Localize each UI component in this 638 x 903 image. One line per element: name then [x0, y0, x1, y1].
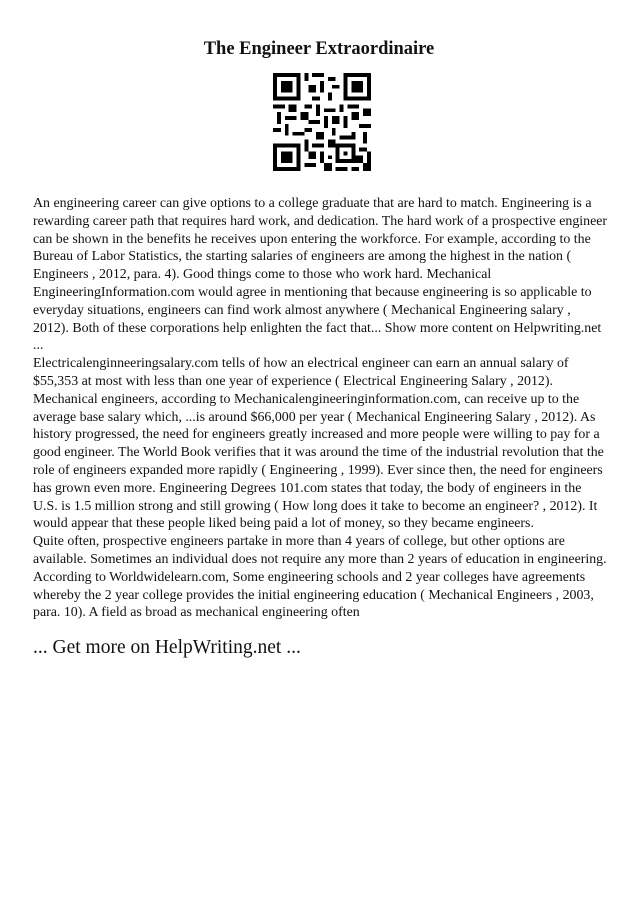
- paragraph-2: Electricalenginneeringsalary.com tells of how an electrical engineer can earn an annual salary of $55,353 at most with less than one year of experience ( Electrical Engineering Salary , 2012). Mechanical engineers, according to Mechanicalengineeringinformation.com, can receive up to the average base salary which, ...is around $66,000 per year ( Mechanical Engineering Salary , 2012). As history progressed, the need for engineers greatly increased and more people were willing to pay for a good engineer. The World Book verifies that it was around the time of the industrial revolution that the role of engineers expanded more rapidly ( Engineering , 1999). Ever since then, the need for engineers has grown even more. Engineering Degrees 101.com states that today, the body of engineers in the U.S. is 1.5 million strong and still growing ( How long does it take to become an engineer? , 2012). It would appear that these people liked being paid a lot of money, so they became engineers.: [33, 356, 604, 532]
- qr-code-icon: [273, 73, 371, 171]
- article-body: [33, 195, 609, 622]
- paragraph-3: Quite often, prospective engineers partake in more than 4 years of college, but other options are available. Sometimes an individual does not require any more than 2 years of education in engineering. According to Worldwidelearn.com, Some engineering schools and 2 year colleges have agreements whereby the 2 year college provides the initial engineering education ( Mechanical Engineers , 2003, para. 10). A field as broad as mechanical engineering often: [33, 534, 607, 621]
- document-title: The Engineer Extraordinaire: [203, 39, 435, 59]
- paragraph-1: An engineering career can give options to a college graduate that are hard to match. Engineering is a rewarding career path that requires hard work, and dedication. The hard work of a prospective engineer can be shown in the benefits he receives upon entering the workforce. For example, according to the Bureau of Labor Statistics, the starting salaries of engineers are among the highest in the nation ( Engineers , 2012, para. 4). Good things come to those who work hard. Mechanical EngineeringInformation.com would agree in mentioning that because engineering is so applicable to everyday situations, engineers can find work almost anywhere ( Mechanical Engineering salary , 2012). Both of these corporations help enlighten the fact that... Show more content on Helpwriting.net ...: [33, 196, 608, 354]
- get-more-link[interactable]: ... Get more on HelpWriting.net ...: [33, 637, 301, 658]
